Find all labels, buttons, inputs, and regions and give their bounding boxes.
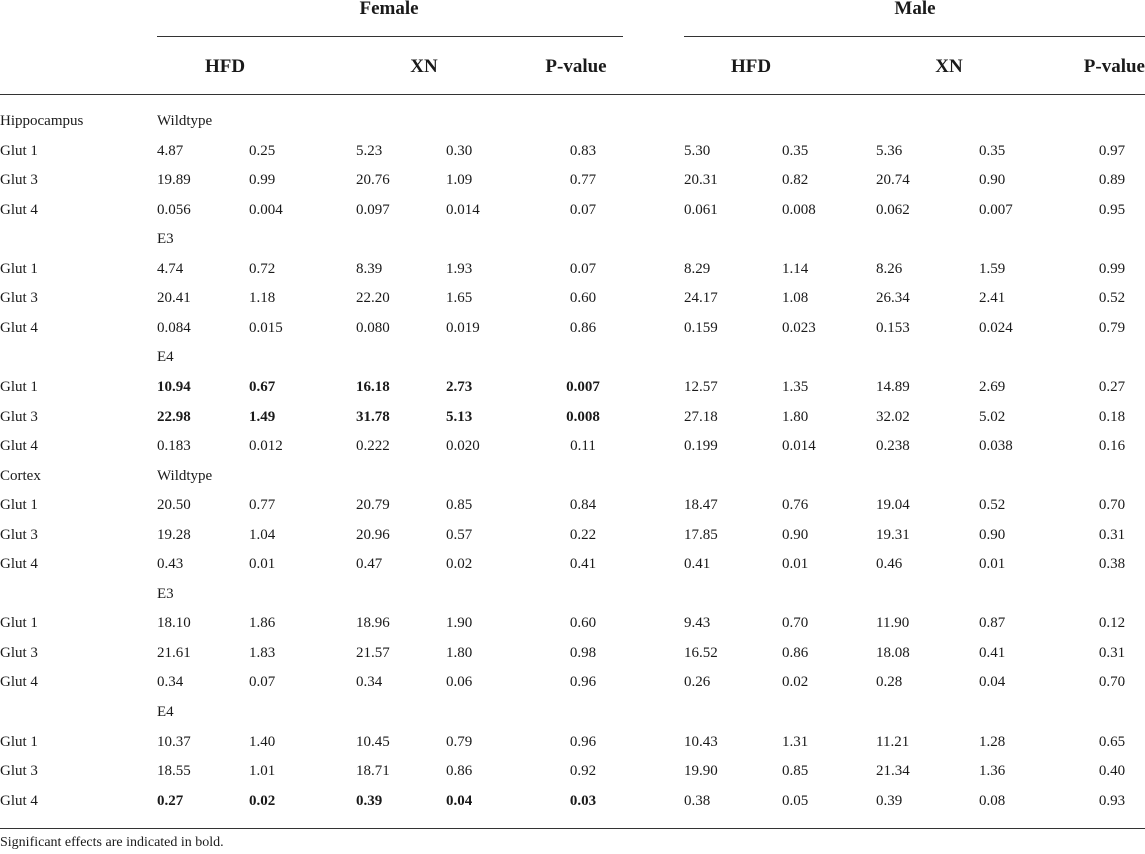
table-cell: 0.12 xyxy=(1098,615,1126,632)
table-cell: 16.18 xyxy=(356,378,390,395)
table-cell: 17.85 xyxy=(684,526,718,543)
table-cell: 0.30 xyxy=(446,142,473,159)
table-cell: 0.31 xyxy=(1098,526,1126,543)
col-header-male-pvalue: P-value xyxy=(1083,56,1145,77)
table-cell: 0.82 xyxy=(782,172,809,189)
row-label: Glut 1 xyxy=(0,615,38,632)
table-cell: 0.06 xyxy=(446,674,473,691)
table-cell: 0.007 xyxy=(979,201,1013,218)
table-cell: 0.159 xyxy=(684,319,718,336)
table-cell: 0.86 xyxy=(782,644,809,661)
table-cell: 20.74 xyxy=(876,172,910,189)
table-cell: 0.35 xyxy=(782,142,809,159)
table-cell: 2.41 xyxy=(979,290,1006,307)
row-label: Glut 3 xyxy=(0,408,38,425)
table-cell: 0.22 xyxy=(569,526,597,543)
table-cell: 1.90 xyxy=(446,615,473,632)
table-cell: 22.20 xyxy=(356,290,390,307)
table-cell: 0.60 xyxy=(569,290,597,307)
table-cell: 20.76 xyxy=(356,172,390,189)
table-footnote: Significant effects are indicated in bold. xyxy=(0,835,224,850)
table-cell: 0.01 xyxy=(782,556,809,573)
table-cell: 9.43 xyxy=(684,615,711,632)
genotype-label: Wildtype xyxy=(157,467,213,484)
table-cell: 0.024 xyxy=(979,319,1013,336)
table-cell: 0.86 xyxy=(569,319,597,336)
table-cell: 0.014 xyxy=(446,201,480,218)
table-cell: 1.01 xyxy=(249,763,276,780)
table-cell: 0.90 xyxy=(979,526,1006,543)
table-cell: 0.43 xyxy=(157,556,184,573)
table-cell: 0.87 xyxy=(979,615,1006,632)
table-cell: 0.28 xyxy=(876,674,903,691)
table-cell: 18.96 xyxy=(356,615,390,632)
table-cell: 0.183 xyxy=(157,438,191,455)
table-cell: 0.062 xyxy=(876,201,910,218)
table-cell: 0.41 xyxy=(569,556,597,573)
table-cell: 18.08 xyxy=(876,644,910,661)
table-cell: 0.40 xyxy=(1098,763,1126,780)
table-cell: 19.28 xyxy=(157,526,191,543)
table-cell: 0.38 xyxy=(1098,556,1126,573)
table-cell: 20.96 xyxy=(356,526,390,543)
table-cell: 18.55 xyxy=(157,763,191,780)
table-cell: 18.10 xyxy=(157,615,191,632)
group-header-female: Female xyxy=(359,0,419,19)
table-cell: 5.30 xyxy=(684,142,711,159)
table-cell: 0.96 xyxy=(569,674,597,691)
table-cell: 0.79 xyxy=(446,733,473,750)
table-cell: 20.79 xyxy=(356,497,390,514)
table-cell: 21.61 xyxy=(157,644,191,661)
table-cell: 0.222 xyxy=(356,438,390,455)
table-cell: 0.061 xyxy=(684,201,718,218)
table-bottom-rule xyxy=(0,828,1145,829)
table-cell: 0.79 xyxy=(1098,319,1126,336)
table-cell: 0.85 xyxy=(446,497,473,514)
table-cell: 0.26 xyxy=(684,674,711,691)
table-cell: 0.72 xyxy=(249,260,276,277)
genotype-label: E4 xyxy=(157,704,174,720)
table-cell: 1.93 xyxy=(446,260,473,277)
row-label: Glut 4 xyxy=(0,319,38,336)
table-cell: 0.35 xyxy=(979,142,1006,159)
table-cell: 0.67 xyxy=(249,378,276,395)
table-cell: 10.37 xyxy=(157,733,191,750)
header-bottom-rule xyxy=(0,94,1145,95)
table-cell: 0.84 xyxy=(569,497,597,514)
table-cell: 20.41 xyxy=(157,290,191,307)
table-cell: 8.29 xyxy=(684,260,711,277)
table-cell: 0.83 xyxy=(569,142,597,159)
table-cell: 10.45 xyxy=(356,733,390,750)
table-cell: 0.65 xyxy=(1098,733,1126,750)
table-cell: 18.47 xyxy=(684,497,718,514)
table-cell: 0.012 xyxy=(249,438,283,455)
genotype-label: E3 xyxy=(157,585,174,602)
table-cell: 0.019 xyxy=(446,319,480,336)
table-cell: 14.89 xyxy=(876,378,910,395)
table-cell: 0.60 xyxy=(569,615,597,632)
table-cell: 11.90 xyxy=(876,615,910,632)
table-cell: 0.70 xyxy=(1098,497,1126,514)
row-label: Glut 1 xyxy=(0,733,38,750)
table-cell: 0.25 xyxy=(249,142,276,159)
region-label: Cortex xyxy=(0,467,41,484)
table-cell: 0.27 xyxy=(1098,378,1126,395)
table-cell: 0.31 xyxy=(1098,644,1126,661)
table-cell: 2.73 xyxy=(446,378,473,395)
table-cell: 5.02 xyxy=(979,408,1006,425)
table-cell: 5.13 xyxy=(446,408,473,425)
table-cell: 8.26 xyxy=(876,260,903,277)
table-cell: 1.49 xyxy=(249,408,276,425)
row-label: Glut 4 xyxy=(0,201,38,218)
table-cell: 0.77 xyxy=(569,172,597,189)
table-cell: 0.57 xyxy=(446,526,473,543)
table-cell: 0.99 xyxy=(249,172,276,189)
table-cell: 0.70 xyxy=(1098,674,1126,691)
table-cell: 0.05 xyxy=(782,792,809,809)
table-cell: 0.76 xyxy=(782,497,809,514)
table-cell: 24.17 xyxy=(684,290,718,307)
table-cell: 0.01 xyxy=(979,556,1006,573)
table-cell: 0.238 xyxy=(876,438,910,455)
table-cell: 10.43 xyxy=(684,733,718,750)
table-cell: 0.34 xyxy=(356,674,383,691)
table-cell: 5.23 xyxy=(356,142,383,159)
table-cell: 0.04 xyxy=(979,674,1006,691)
table-cell: 0.86 xyxy=(446,763,473,780)
table-cell: 32.02 xyxy=(876,408,910,425)
table-cell: 0.38 xyxy=(684,792,711,809)
table-cell: 0.008 xyxy=(782,201,816,218)
row-label: Glut 1 xyxy=(0,260,38,277)
table-cell: 0.89 xyxy=(1098,172,1126,189)
table-cell: 1.14 xyxy=(782,260,809,277)
table-cell: 1.08 xyxy=(782,290,809,307)
table-cell: 0.70 xyxy=(782,615,809,632)
row-label: Glut 1 xyxy=(0,378,38,395)
table-cell: 0.03 xyxy=(569,792,597,809)
table-cell: 0.96 xyxy=(569,733,597,750)
row-label: Glut 3 xyxy=(0,644,38,661)
table-cell: 0.99 xyxy=(1098,260,1126,277)
table-cell: 0.008 xyxy=(566,408,600,425)
genotype-label: Wildtype xyxy=(157,113,213,129)
row-label: Glut 4 xyxy=(0,674,38,691)
table-cell: 0.080 xyxy=(356,319,390,336)
table-cell: 0.93 xyxy=(1098,792,1126,809)
row-label: Glut 4 xyxy=(0,556,38,573)
table-cell: 0.02 xyxy=(782,674,809,691)
table-cell: 26.34 xyxy=(876,290,910,307)
table-cell: 1.04 xyxy=(249,526,276,543)
table-cell: 0.39 xyxy=(876,792,903,809)
row-label: Glut 3 xyxy=(0,763,38,780)
table-cell: 19.89 xyxy=(157,172,191,189)
table-cell: 0.77 xyxy=(249,497,276,514)
table-cell: 0.41 xyxy=(684,556,711,573)
col-header-female-xn: XN xyxy=(410,56,438,77)
table-cell: 0.07 xyxy=(569,260,597,277)
table-cell: 8.39 xyxy=(356,260,383,277)
table-cell: 0.097 xyxy=(356,201,390,218)
table-cell: 31.78 xyxy=(356,408,390,425)
table-cell: 12.57 xyxy=(684,378,718,395)
table-cell: 11.21 xyxy=(876,733,910,750)
row-label: Glut 3 xyxy=(0,172,38,189)
table-cell: 0.46 xyxy=(876,556,903,573)
table-cell: 1.28 xyxy=(979,733,1006,750)
row-label: Glut 4 xyxy=(0,792,38,809)
table-cell: 0.084 xyxy=(157,319,191,336)
table-cell: 1.09 xyxy=(446,172,473,189)
table-cell: 0.004 xyxy=(249,201,283,218)
table-cell: 1.86 xyxy=(249,615,276,632)
table-cell: 1.36 xyxy=(979,763,1006,780)
table-cell: 0.038 xyxy=(979,438,1013,455)
row-label: Glut 1 xyxy=(0,142,38,159)
table-cell: 0.007 xyxy=(566,378,600,395)
table-cell: 20.31 xyxy=(684,172,718,189)
col-header-female-hfd: HFD xyxy=(204,56,246,77)
table-cell: 22.98 xyxy=(157,408,191,425)
region-label: Hippocampus xyxy=(0,113,84,129)
table-cell: 0.52 xyxy=(1098,290,1126,307)
table-cell: 19.90 xyxy=(684,763,718,780)
table-cell: 1.40 xyxy=(249,733,276,750)
table-cell: 0.11 xyxy=(570,438,596,455)
table-cell: 0.153 xyxy=(876,319,910,336)
table-cell: 19.04 xyxy=(876,497,910,514)
table-cell: 0.95 xyxy=(1098,201,1126,218)
table-cell: 0.39 xyxy=(356,792,383,809)
table-cell: 1.80 xyxy=(446,644,473,661)
genotype-label: E3 xyxy=(157,231,174,248)
col-header-female-pvalue: P-value xyxy=(545,56,607,77)
table-cell: 0.16 xyxy=(1098,438,1126,455)
table-cell: 19.31 xyxy=(876,526,910,543)
col-header-male-xn: XN xyxy=(935,56,963,77)
group-header-male: Male xyxy=(894,0,936,19)
table-cell: 16.52 xyxy=(684,644,718,661)
table-cell: 0.34 xyxy=(157,674,184,691)
table-cell: 21.57 xyxy=(356,644,390,661)
table-cell: 21.34 xyxy=(876,763,910,780)
table-cell: 0.90 xyxy=(782,526,809,543)
male-span-rule xyxy=(684,36,1145,37)
table-cell: 0.27 xyxy=(157,792,184,809)
table-cell: 0.02 xyxy=(249,792,276,809)
table-cell: 1.35 xyxy=(782,378,809,395)
table-cell: 10.94 xyxy=(157,378,191,395)
table-cell: 0.01 xyxy=(249,556,276,573)
table-cell: 4.74 xyxy=(157,260,184,277)
table-cell: 0.97 xyxy=(1098,142,1126,159)
table-cell: 0.199 xyxy=(684,438,718,455)
col-header-male-hfd: HFD xyxy=(730,56,772,77)
row-label: Glut 1 xyxy=(0,497,38,514)
table-cell: 0.85 xyxy=(782,763,809,780)
table-cell: 0.92 xyxy=(569,763,597,780)
table-cell: 0.47 xyxy=(356,556,383,573)
table-cell: 0.08 xyxy=(979,792,1006,809)
table-cell: 1.80 xyxy=(782,408,809,425)
genotype-label: E4 xyxy=(157,349,174,366)
table-cell: 0.07 xyxy=(249,674,276,691)
table-cell: 0.18 xyxy=(1098,408,1126,425)
table-cell: 1.18 xyxy=(249,290,276,307)
female-span-rule xyxy=(157,36,623,37)
table-cell: 0.015 xyxy=(249,319,283,336)
table-cell: 0.02 xyxy=(446,556,473,573)
row-label: Glut 3 xyxy=(0,526,38,543)
table-cell: 0.020 xyxy=(446,438,480,455)
table-cell: 2.69 xyxy=(979,378,1006,395)
table-cell: 0.41 xyxy=(979,644,1006,661)
table-cell: 20.50 xyxy=(157,497,191,514)
table-cell: 0.52 xyxy=(979,497,1006,514)
table-cell: 1.31 xyxy=(782,733,809,750)
table-cell: 0.98 xyxy=(569,644,597,661)
table-cell: 1.65 xyxy=(446,290,473,307)
table-cell: 5.36 xyxy=(876,142,903,159)
table-cell: 27.18 xyxy=(684,408,718,425)
table-cell: 0.056 xyxy=(157,201,191,218)
table-cell: 0.07 xyxy=(569,201,597,218)
table-cell: 0.014 xyxy=(782,438,816,455)
table-cell: 18.71 xyxy=(356,763,390,780)
table-cell: 0.023 xyxy=(782,319,816,336)
table-cell: 1.83 xyxy=(249,644,276,661)
table-cell: 0.04 xyxy=(446,792,473,809)
row-label: Glut 3 xyxy=(0,290,38,307)
row-label: Glut 4 xyxy=(0,438,38,455)
table-cell: 1.59 xyxy=(979,260,1006,277)
table-cell: 0.90 xyxy=(979,172,1006,189)
table-cell: 4.87 xyxy=(157,142,184,159)
